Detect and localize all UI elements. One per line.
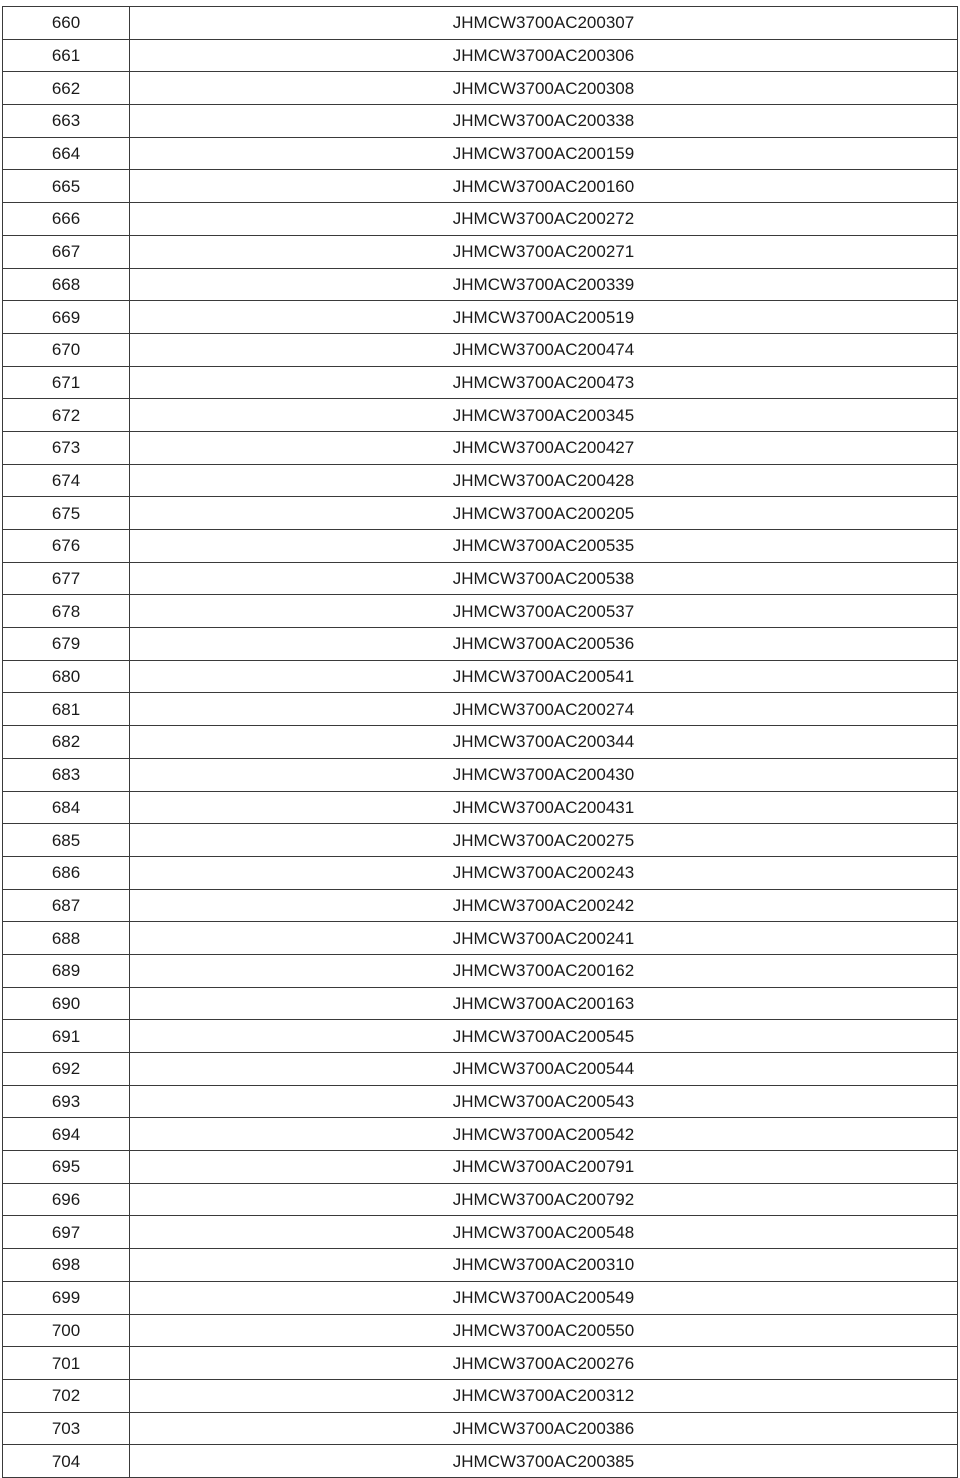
row-number-cell: 670 bbox=[3, 333, 130, 366]
vin-code-cell: JHMCW3700AC200338 bbox=[130, 105, 958, 138]
table-row bbox=[3, 562, 958, 595]
vin-code-cell: JHMCW3700AC200550 bbox=[130, 1314, 958, 1347]
vin-code-cell: JHMCW3700AC200537 bbox=[130, 595, 958, 628]
vin-code-cell: JHMCW3700AC200428 bbox=[130, 464, 958, 497]
row-number-cell: 687 bbox=[3, 889, 130, 922]
table-row bbox=[3, 464, 958, 497]
row-number-cell: 684 bbox=[3, 791, 130, 824]
row-number-cell: 665 bbox=[3, 170, 130, 203]
row-number-cell: 685 bbox=[3, 824, 130, 857]
row-number-cell: 675 bbox=[3, 497, 130, 530]
table-row bbox=[3, 268, 958, 301]
row-number-cell: 662 bbox=[3, 72, 130, 105]
table-row bbox=[3, 1314, 958, 1347]
vin-code-cell: JHMCW3700AC200241 bbox=[130, 922, 958, 955]
vin-code-cell: JHMCW3700AC200536 bbox=[130, 628, 958, 661]
row-number-cell: 696 bbox=[3, 1183, 130, 1216]
vin-code-cell: JHMCW3700AC200430 bbox=[130, 758, 958, 791]
vin-code-cell: JHMCW3700AC200386 bbox=[130, 1412, 958, 1445]
row-number-cell: 690 bbox=[3, 987, 130, 1020]
row-number-cell: 704 bbox=[3, 1445, 130, 1478]
table-row bbox=[3, 726, 958, 759]
vin-code-cell: JHMCW3700AC200243 bbox=[130, 856, 958, 889]
table-row bbox=[3, 137, 958, 170]
table-row bbox=[3, 7, 958, 40]
row-number-cell: 666 bbox=[3, 203, 130, 236]
table-row bbox=[3, 987, 958, 1020]
row-number-cell: 694 bbox=[3, 1118, 130, 1151]
table-row bbox=[3, 954, 958, 987]
row-number-cell: 680 bbox=[3, 660, 130, 693]
vin-code-cell: JHMCW3700AC200538 bbox=[130, 562, 958, 595]
table-row bbox=[3, 922, 958, 955]
vin-code-cell: JHMCW3700AC200205 bbox=[130, 497, 958, 530]
row-number-cell: 697 bbox=[3, 1216, 130, 1249]
vin-code-cell: JHMCW3700AC200542 bbox=[130, 1118, 958, 1151]
vin-code-cell: JHMCW3700AC200272 bbox=[130, 203, 958, 236]
vin-code-cell: JHMCW3700AC200474 bbox=[130, 333, 958, 366]
row-number-cell: 682 bbox=[3, 726, 130, 759]
vin-code-cell: JHMCW3700AC200242 bbox=[130, 889, 958, 922]
table-row bbox=[3, 235, 958, 268]
vin-code-cell: JHMCW3700AC200473 bbox=[130, 366, 958, 399]
row-number-cell: 674 bbox=[3, 464, 130, 497]
table-row bbox=[3, 366, 958, 399]
table-row bbox=[3, 628, 958, 661]
vin-table bbox=[2, 6, 958, 1478]
vin-code-cell: JHMCW3700AC200548 bbox=[130, 1216, 958, 1249]
table-row bbox=[3, 333, 958, 366]
row-number-cell: 677 bbox=[3, 562, 130, 595]
vin-code-cell: JHMCW3700AC200274 bbox=[130, 693, 958, 726]
row-number-cell: 691 bbox=[3, 1020, 130, 1053]
table-row bbox=[3, 105, 958, 138]
vin-code-cell: JHMCW3700AC200541 bbox=[130, 660, 958, 693]
row-number-cell: 693 bbox=[3, 1085, 130, 1118]
vin-code-cell: JHMCW3700AC200543 bbox=[130, 1085, 958, 1118]
vin-code-cell: JHMCW3700AC200308 bbox=[130, 72, 958, 105]
table-body bbox=[3, 7, 958, 1478]
table-row bbox=[3, 595, 958, 628]
vin-code-cell: JHMCW3700AC200162 bbox=[130, 954, 958, 987]
row-number-cell: 700 bbox=[3, 1314, 130, 1347]
table-row bbox=[3, 889, 958, 922]
table-row bbox=[3, 1379, 958, 1412]
vin-code-cell: JHMCW3700AC200345 bbox=[130, 399, 958, 432]
row-number-cell: 701 bbox=[3, 1347, 130, 1380]
row-number-cell: 671 bbox=[3, 366, 130, 399]
table-row bbox=[3, 1020, 958, 1053]
vin-code-cell: JHMCW3700AC200159 bbox=[130, 137, 958, 170]
row-number-cell: 676 bbox=[3, 530, 130, 563]
vin-code-cell: JHMCW3700AC200339 bbox=[130, 268, 958, 301]
vin-code-cell: JHMCW3700AC200271 bbox=[130, 235, 958, 268]
vin-code-cell: JHMCW3700AC200307 bbox=[130, 7, 958, 40]
vin-code-cell: JHMCW3700AC200275 bbox=[130, 824, 958, 857]
table-row bbox=[3, 1412, 958, 1445]
row-number-cell: 672 bbox=[3, 399, 130, 432]
table-row bbox=[3, 1445, 958, 1478]
row-number-cell: 668 bbox=[3, 268, 130, 301]
row-number-cell: 686 bbox=[3, 856, 130, 889]
vin-code-cell: JHMCW3700AC200306 bbox=[130, 39, 958, 72]
table-row bbox=[3, 1347, 958, 1380]
vin-code-cell: JHMCW3700AC200519 bbox=[130, 301, 958, 334]
table-row bbox=[3, 203, 958, 236]
vin-code-cell: JHMCW3700AC200792 bbox=[130, 1183, 958, 1216]
vin-code-cell: JHMCW3700AC200431 bbox=[130, 791, 958, 824]
vin-code-cell: JHMCW3700AC200549 bbox=[130, 1281, 958, 1314]
row-number-cell: 664 bbox=[3, 137, 130, 170]
table-row bbox=[3, 758, 958, 791]
table-row bbox=[3, 431, 958, 464]
table-row bbox=[3, 824, 958, 857]
vin-code-cell: JHMCW3700AC200791 bbox=[130, 1151, 958, 1184]
vin-code-cell: JHMCW3700AC200385 bbox=[130, 1445, 958, 1478]
vin-code-cell: JHMCW3700AC200427 bbox=[130, 431, 958, 464]
table-row bbox=[3, 399, 958, 432]
vin-code-cell: JHMCW3700AC200163 bbox=[130, 987, 958, 1020]
table-row bbox=[3, 1281, 958, 1314]
vin-code-cell: JHMCW3700AC200160 bbox=[130, 170, 958, 203]
row-number-cell: 699 bbox=[3, 1281, 130, 1314]
vin-code-cell: JHMCW3700AC200544 bbox=[130, 1053, 958, 1086]
row-number-cell: 702 bbox=[3, 1379, 130, 1412]
row-number-cell: 692 bbox=[3, 1053, 130, 1086]
row-number-cell: 660 bbox=[3, 7, 130, 40]
table-row bbox=[3, 1183, 958, 1216]
row-number-cell: 669 bbox=[3, 301, 130, 334]
row-number-cell: 688 bbox=[3, 922, 130, 955]
row-number-cell: 661 bbox=[3, 39, 130, 72]
table-row bbox=[3, 856, 958, 889]
row-number-cell: 703 bbox=[3, 1412, 130, 1445]
vin-code-cell: JHMCW3700AC200344 bbox=[130, 726, 958, 759]
row-number-cell: 663 bbox=[3, 105, 130, 138]
vin-code-cell: JHMCW3700AC200310 bbox=[130, 1249, 958, 1282]
table-row bbox=[3, 1216, 958, 1249]
table-row bbox=[3, 1151, 958, 1184]
row-number-cell: 683 bbox=[3, 758, 130, 791]
table-row bbox=[3, 791, 958, 824]
table-row bbox=[3, 497, 958, 530]
table-row bbox=[3, 72, 958, 105]
vin-code-cell: JHMCW3700AC200535 bbox=[130, 530, 958, 563]
vin-code-cell: JHMCW3700AC200545 bbox=[130, 1020, 958, 1053]
table-row bbox=[3, 170, 958, 203]
row-number-cell: 695 bbox=[3, 1151, 130, 1184]
table-row bbox=[3, 1085, 958, 1118]
row-number-cell: 667 bbox=[3, 235, 130, 268]
table-row bbox=[3, 39, 958, 72]
table-row bbox=[3, 530, 958, 563]
table-row bbox=[3, 1053, 958, 1086]
row-number-cell: 678 bbox=[3, 595, 130, 628]
row-number-cell: 679 bbox=[3, 628, 130, 661]
row-number-cell: 698 bbox=[3, 1249, 130, 1282]
vin-code-cell: JHMCW3700AC200276 bbox=[130, 1347, 958, 1380]
table-row bbox=[3, 1118, 958, 1151]
row-number-cell: 673 bbox=[3, 431, 130, 464]
table-row bbox=[3, 693, 958, 726]
table-row bbox=[3, 1249, 958, 1282]
row-number-cell: 689 bbox=[3, 954, 130, 987]
table-row bbox=[3, 660, 958, 693]
table-row bbox=[3, 301, 958, 334]
row-number-cell: 681 bbox=[3, 693, 130, 726]
vin-code-cell: JHMCW3700AC200312 bbox=[130, 1379, 958, 1412]
